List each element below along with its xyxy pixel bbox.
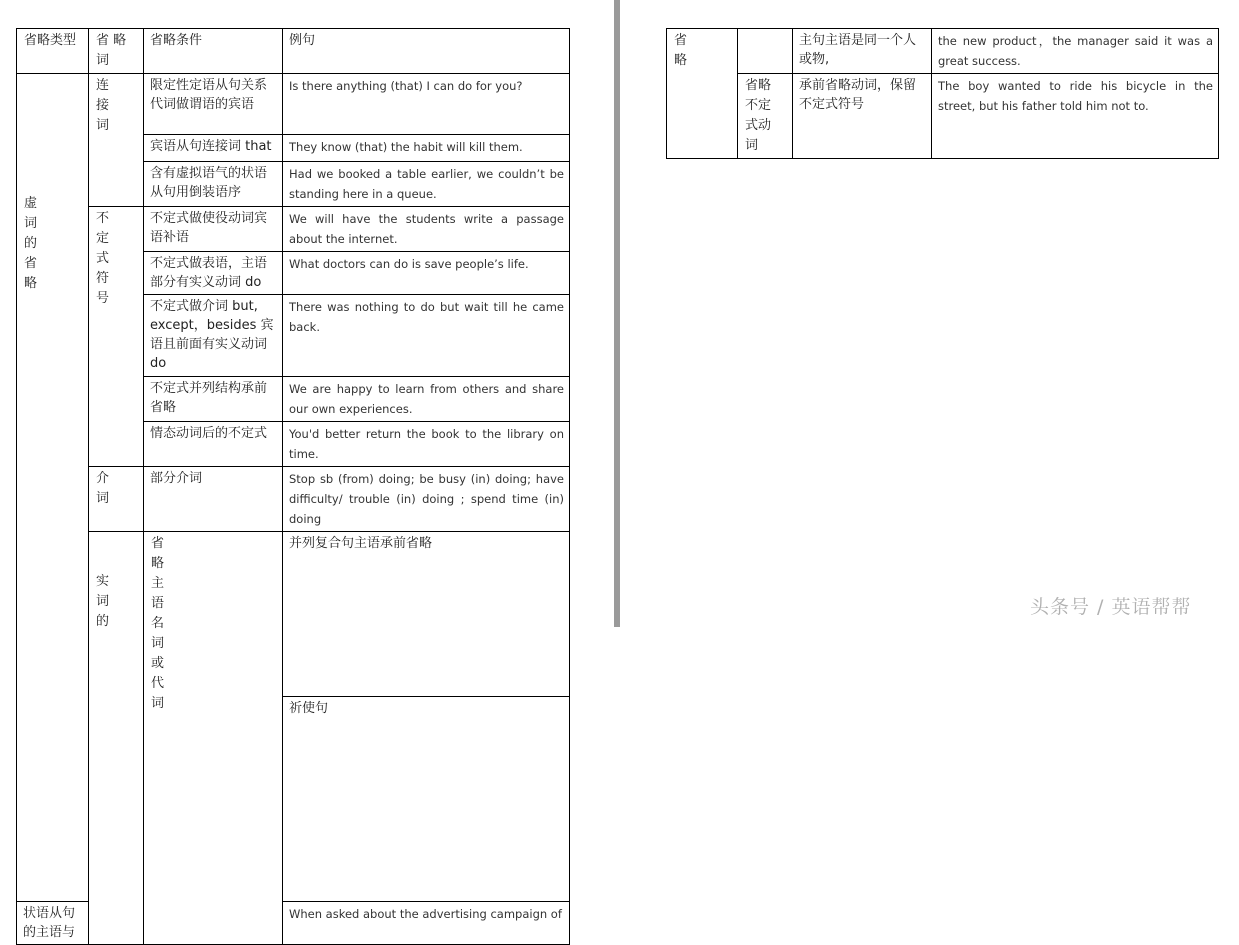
example-cell: the new product，the manager said it was a great success. [932,29,1219,74]
table-row [667,29,1219,74]
inf-verb-label: 省略不定式动词 [738,74,793,159]
condition-cell: 部分介词 [144,467,283,532]
condition-cell: 不定式做表语，主语部分有实义动词 do [144,252,283,295]
watermark: 头条号 / 英语帮帮 [1030,596,1192,618]
table-row [17,467,570,532]
header-word: 省 略 词 [89,29,144,74]
example-cell: You'd better return the book to the library on time. [283,422,570,467]
inf-marker-label: 不定式符号 [89,207,144,467]
content-word-label: 实词的 [89,532,144,945]
condition-cell: 不定式做使役动词宾语补语 [144,207,283,252]
conj-label: 连接词 [89,74,144,207]
condition-cell: 不定式做介词 but, except，besides 宾语且前面有实义动词 do [144,295,283,377]
header-row [17,29,570,74]
condition-cell: 状语从句的主语与 [17,902,89,945]
condition-cell: 宾语从句连接词 that [144,135,283,162]
prep-label: 介词 [89,467,144,532]
condition-cell: 含有虚拟语气的状语从句用倒装语序 [144,162,283,207]
function-word-label: 虚词的省略 [17,74,89,902]
type-label-continued: 省略 [667,29,738,159]
condition-cell: 并列复合句主语承前省略 [283,532,570,697]
example-cell: We are happy to learn from others and share our own experiences. [283,377,570,422]
header-type: 省略类型 [17,29,89,74]
subject-label: 省略主语名词或代词 [144,532,283,945]
ellipsis-table-left [16,28,570,945]
example-cell: Stop sb (from) doing; be busy (in) doing; have difficulty/ trouble (in) doing ; spend time (in) doing [283,467,570,532]
page-divider [614,0,620,627]
condition-cell: 限定性定语从句关系代词做谓语的宾语 [144,74,283,135]
condition-cell: 情态动词后的不定式 [144,422,283,467]
table-row [17,207,570,252]
example-cell: Is there anything (that) I can do for you? [283,74,570,135]
condition-cell: 祈使句 [283,697,570,902]
table-row [17,74,570,135]
condition-cell: 主句主语是同一个人或物, [793,29,932,74]
example-cell: Had we booked a table earlier, we couldn’t be standing here in a queue. [283,162,570,207]
example-cell: We will have the students write a passage about the internet. [283,207,570,252]
condition-cell: 承前省略动词，保留不定式符号 [793,74,932,159]
table-row [667,74,1219,159]
ellipsis-table-right [666,28,1219,159]
example-cell: What doctors can do is save people’s life. [283,252,570,295]
table-row [17,532,570,697]
condition-cell: 不定式并列结构承前省略 [144,377,283,422]
word-cell-empty [738,29,793,74]
header-condition: 省略条件 [144,29,283,74]
header-example: 例句 [283,29,570,74]
example-cell: There was nothing to do but wait till he came back. [283,295,570,377]
example-cell: They know (that) the habit will kill them. [283,135,570,162]
example-cell: When asked about the advertising campaign of [283,902,570,945]
example-cell: The boy wanted to ride his bicycle in the street, but his father told him not to. [932,74,1219,159]
